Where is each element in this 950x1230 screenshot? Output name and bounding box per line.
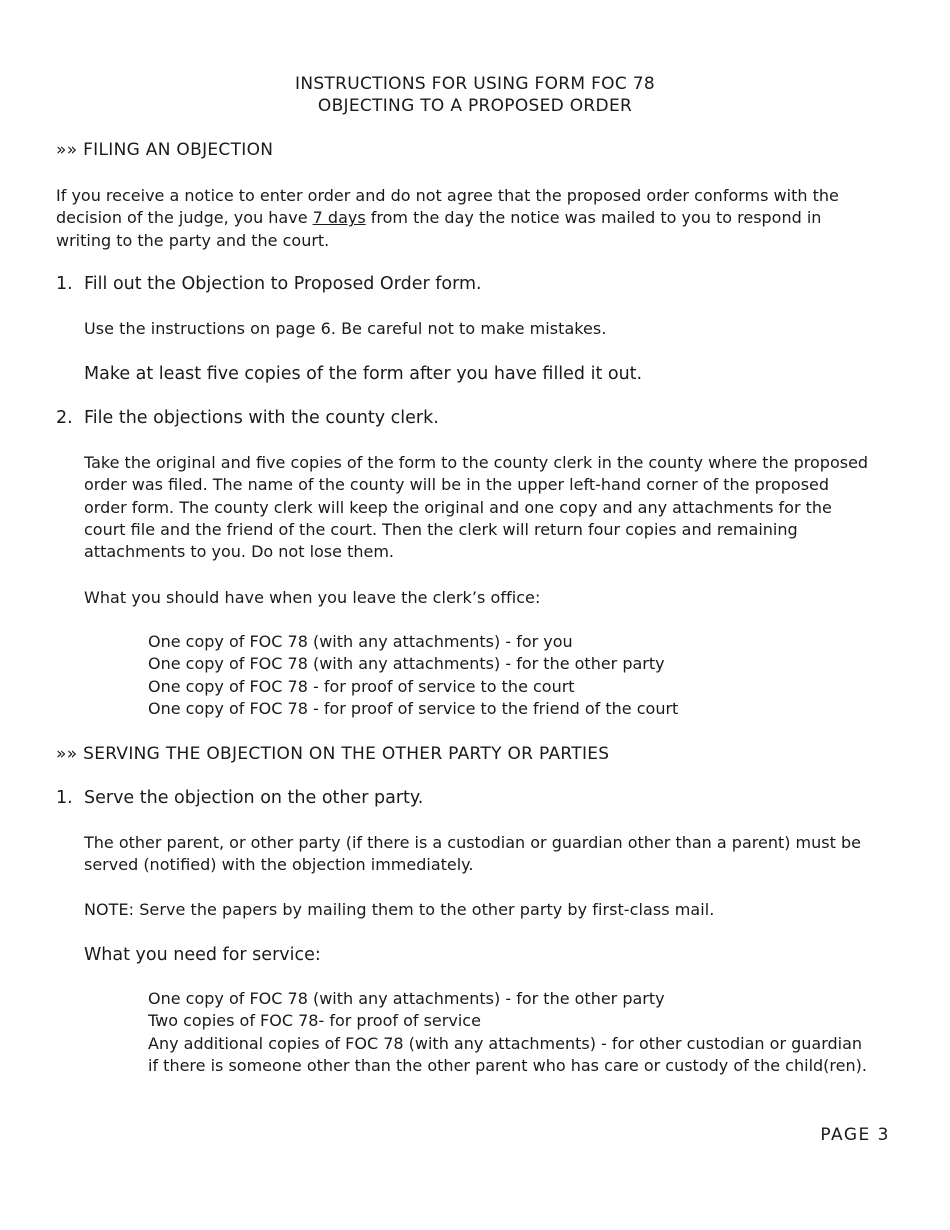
step-number: 1. <box>56 274 73 294</box>
page-number: PAGE 3 <box>820 1125 890 1145</box>
deadline-days: 7 days <box>312 208 366 228</box>
step2-paragraph <box>84 452 868 563</box>
step-title-file: File the objections with the county clerk. <box>84 408 439 428</box>
intro-line-3: writing to the party and the court. <box>56 230 330 250</box>
step2-line: attachments to you. Do not lose them. <box>84 542 394 562</box>
intro-line-1: If you receive a notice to enter order and do not agree that the proposed order conforms with the <box>56 186 839 205</box>
section-heading-filing: »» FILING AN OBJECTION <box>56 140 274 160</box>
step2-line: order form. The county clerk will keep the original and one copy and any attachments for the <box>84 497 832 517</box>
document-subtitle: OBJECTING TO A PROPOSED ORDER <box>317 96 633 116</box>
clerk-office-label: What you should have when you leave the clerk’s office: <box>84 588 541 607</box>
document-title: INSTRUCTIONS FOR USING FORM FOC 78 <box>295 74 655 94</box>
step1-copies: Make at least five copies of the form after you have filled it out. <box>84 364 643 384</box>
intro-line-2 <box>56 207 839 229</box>
serve-paragraph <box>84 832 861 877</box>
list-item: One copy of FOC 78 - for proof of service to the court <box>148 676 575 696</box>
step-number: 1. <box>56 788 73 808</box>
step-title-serve: Serve the objection on the other party. <box>84 788 424 808</box>
list-item: One copy of FOC 78 (with any attachments) - for the other party <box>148 654 665 674</box>
step-title-fill-out: Fill out the Objection to Proposed Order form. <box>84 274 482 294</box>
list-item: Two copies of FOC 78- for proof of service <box>148 1011 481 1031</box>
step2-line: Take the original and five copies of the form to the county clerk in the county where the proposed <box>84 453 869 472</box>
intro-paragraph <box>56 185 839 252</box>
clerk-office-list <box>148 631 678 720</box>
section-heading-serving: »» SERVING THE OBJECTION ON THE OTHER PARTY OR PARTIES <box>56 744 610 764</box>
intro-line-2-post: from the day the notice was mailed to you to respond in <box>365 208 822 228</box>
serve-line: The other parent, or other party (if there is a custodian or guardian other than a parent) must be <box>84 833 861 852</box>
list-item: Any additional copies of FOC 78 (with any attachments) - for other custodian or guardian <box>148 1033 863 1053</box>
step2-line: order was filed. The name of the county will be in the upper left-hand corner of the proposed <box>84 475 830 495</box>
serve-line: served (notified) with the objection immediately. <box>84 855 474 875</box>
step-number: 2. <box>56 408 73 428</box>
list-item: if there is someone other than the other parent who has care or custody of the child(ren). <box>148 1055 867 1075</box>
step1-instructions: Use the instructions on page 6. Be careful not to make mistakes. <box>84 319 607 338</box>
list-item: One copy of FOC 78 (with any attachments) - for the other party <box>148 989 665 1008</box>
list-item: One copy of FOC 78 - for proof of service to the friend of the court <box>148 698 679 718</box>
service-need-label: What you need for service: <box>84 945 321 965</box>
service-list <box>148 988 867 1077</box>
mail-note: NOTE: Serve the papers by mailing them to the other party by first-class mail. <box>84 900 715 919</box>
intro-line-2-pre: decision of the judge, you have <box>56 208 313 228</box>
list-item: One copy of FOC 78 (with any attachments) - for you <box>148 632 573 651</box>
step2-line: court file and the friend of the court. Then the clerk will return four copies and remaining <box>84 519 798 539</box>
